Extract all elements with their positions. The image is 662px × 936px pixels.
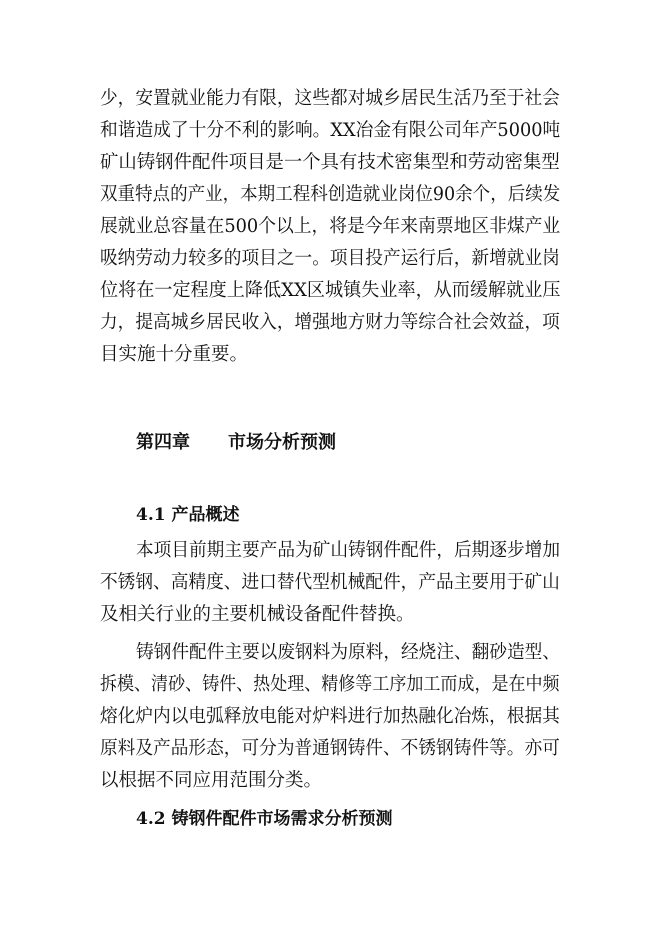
text-line: 展就业总容量在500个以上，将是今年来南票地区非煤产业 — [100, 216, 561, 237]
text-line: 吸纳劳动力较多的项目之一。项目投产运行后，新增就业岗 — [100, 248, 560, 269]
text-line: 原料及产品形态，可分为普通钢铸件、不锈钢铸件等。亦可 — [100, 738, 560, 759]
chapter-number: 第四章 — [136, 432, 190, 453]
chapter-title: 市场分析预测 — [228, 432, 336, 453]
text-line: 本项目前期主要产品为矿山铸钢件配件，后期逐步增加 — [136, 540, 561, 561]
section-heading-4-1: 4.1 产品概述 — [136, 505, 240, 525]
text-line: 力，提高城乡居民收入，增强地方财力等综合社会效益，项 — [100, 312, 560, 333]
text-line: 以根据不同应用范围分类。 — [100, 770, 323, 791]
text-line: 熔化炉内以电弧释放电能对炉料进行加热融化冶炼，根据其 — [100, 706, 560, 727]
text-line: 及相关行业的主要机械设备配件替换。 — [100, 604, 415, 625]
section-heading-4-2: 4.2 铸钢件配件市场需求分析预测 — [136, 809, 393, 829]
chapter-heading — [136, 430, 336, 456]
text-line: 拆模、清砂、铸件、热处理、精修等工序加工而成，是在中频 — [100, 674, 560, 695]
text-line: 位将在一定程度上降低XX区城镇失业率，从而缓解就业压 — [100, 280, 561, 301]
text-line: 矿山铸钢件配件项目是一个具有技术密集型和劳动密集型 — [100, 152, 560, 173]
text-line: 双重特点的产业，本期工程科创造就业岗位90余个，后续发 — [100, 184, 561, 205]
text-line: 和谐造成了十分不利的影响。XX冶金有限公司年产5000吨 — [100, 120, 561, 141]
text-line: 少，安置就业能力有限，这些都对城乡居民生活乃至于社会 — [100, 88, 560, 109]
text-line: 铸钢件配件主要以废钢料为原料，经烧注、翻砂造型、 — [136, 642, 561, 663]
text-line: 不锈钢、高精度、进口替代型机械配件，产品主要用于矿山 — [100, 572, 560, 593]
text-line: 目实施十分重要。 — [100, 344, 249, 365]
